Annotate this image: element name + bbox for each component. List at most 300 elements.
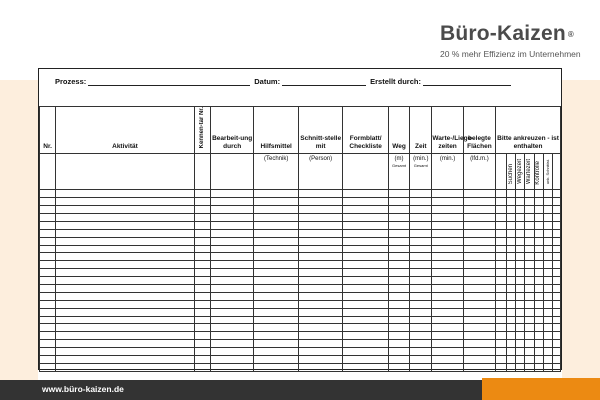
table-cell[interactable] [496, 332, 507, 340]
table-cell[interactable] [525, 237, 534, 245]
table-cell[interactable] [388, 269, 409, 277]
table-cell[interactable] [507, 190, 516, 198]
table-cell[interactable] [210, 229, 253, 237]
table-cell[interactable] [463, 332, 495, 340]
table-cell[interactable] [254, 292, 299, 300]
table-cell[interactable] [463, 237, 495, 245]
table-cell[interactable] [552, 300, 560, 308]
table-cell[interactable] [410, 356, 432, 364]
table-cell[interactable] [343, 277, 389, 285]
table-cell[interactable] [552, 348, 560, 356]
table-cell[interactable] [410, 190, 432, 198]
table-cell[interactable] [507, 300, 516, 308]
table-cell[interactable] [516, 292, 525, 300]
table-cell[interactable] [516, 356, 525, 364]
table-cell[interactable] [343, 292, 389, 300]
table-cell[interactable] [516, 245, 525, 253]
table-cell[interactable] [388, 356, 409, 364]
table-cell[interactable] [388, 198, 409, 206]
table-cell[interactable] [343, 308, 389, 316]
table-cell[interactable] [298, 245, 343, 253]
table-cell[interactable] [210, 300, 253, 308]
table-cell[interactable] [507, 253, 516, 261]
table-cell[interactable] [507, 324, 516, 332]
table-cell[interactable] [534, 198, 543, 206]
table-cell[interactable] [388, 261, 409, 269]
table-cell[interactable] [298, 316, 343, 324]
table-cell[interactable] [534, 316, 543, 324]
table-cell[interactable] [534, 277, 543, 285]
table-cell[interactable] [525, 324, 534, 332]
table-cell[interactable] [516, 269, 525, 277]
table-cell[interactable] [543, 261, 552, 269]
table-cell[interactable] [534, 292, 543, 300]
table-cell[interactable] [56, 277, 195, 285]
table-cell[interactable] [534, 221, 543, 229]
table-cell[interactable] [210, 292, 253, 300]
table-cell[interactable] [507, 245, 516, 253]
table-cell[interactable] [388, 348, 409, 356]
table-cell[interactable] [410, 221, 432, 229]
table-cell[interactable] [463, 245, 495, 253]
table-cell[interactable] [410, 269, 432, 277]
table-cell[interactable] [343, 316, 389, 324]
table-cell[interactable] [194, 229, 210, 237]
table-cell[interactable] [534, 285, 543, 293]
table-cell[interactable] [210, 261, 253, 269]
table-cell[interactable] [432, 214, 463, 222]
table-cell[interactable] [210, 324, 253, 332]
table-cell[interactable] [525, 340, 534, 348]
table-cell[interactable] [516, 285, 525, 293]
table-cell[interactable] [194, 253, 210, 261]
table-cell[interactable] [525, 214, 534, 222]
table-cell[interactable] [194, 332, 210, 340]
table-cell[interactable] [516, 308, 525, 316]
table-cell[interactable] [56, 308, 195, 316]
table-cell[interactable] [210, 206, 253, 214]
date-field[interactable] [282, 76, 366, 86]
table-cell[interactable] [525, 332, 534, 340]
table-cell[interactable] [543, 316, 552, 324]
table-cell[interactable] [496, 363, 507, 371]
table-cell[interactable] [40, 253, 56, 261]
table-cell[interactable] [525, 221, 534, 229]
table-cell[interactable] [507, 261, 516, 269]
table-cell[interactable] [254, 324, 299, 332]
table-cell[interactable] [343, 356, 389, 364]
table-cell[interactable] [56, 332, 195, 340]
table-cell[interactable] [525, 190, 534, 198]
created-by-field[interactable] [423, 76, 511, 86]
table-cell[interactable] [56, 261, 195, 269]
table-cell[interactable] [194, 190, 210, 198]
table-cell[interactable] [463, 300, 495, 308]
table-cell[interactable] [56, 316, 195, 324]
table-cell[interactable] [343, 221, 389, 229]
table-cell[interactable] [298, 308, 343, 316]
table-cell[interactable] [298, 253, 343, 261]
table-cell[interactable] [56, 237, 195, 245]
table-cell[interactable] [496, 292, 507, 300]
table-cell[interactable] [210, 190, 253, 198]
table-cell[interactable] [552, 245, 560, 253]
table-cell[interactable] [388, 300, 409, 308]
table-cell[interactable] [543, 292, 552, 300]
table-cell[interactable] [56, 324, 195, 332]
table-cell[interactable] [543, 214, 552, 222]
table-cell[interactable] [56, 285, 195, 293]
table-cell[interactable] [552, 363, 560, 371]
table-cell[interactable] [463, 348, 495, 356]
table-cell[interactable] [56, 198, 195, 206]
table-cell[interactable] [432, 363, 463, 371]
table-cell[interactable] [40, 269, 56, 277]
table-cell[interactable] [534, 363, 543, 371]
table-cell[interactable] [432, 198, 463, 206]
table-cell[interactable] [525, 206, 534, 214]
table-cell[interactable] [463, 316, 495, 324]
table-cell[interactable] [516, 261, 525, 269]
table-cell[interactable] [298, 229, 343, 237]
table-cell[interactable] [507, 206, 516, 214]
table-cell[interactable] [388, 332, 409, 340]
table-cell[interactable] [388, 237, 409, 245]
table-cell[interactable] [507, 348, 516, 356]
table-cell[interactable] [343, 348, 389, 356]
table-cell[interactable] [298, 300, 343, 308]
table-cell[interactable] [210, 285, 253, 293]
table-cell[interactable] [298, 237, 343, 245]
table-cell[interactable] [552, 214, 560, 222]
table-cell[interactable] [298, 285, 343, 293]
table-cell[interactable] [254, 190, 299, 198]
table-cell[interactable] [410, 285, 432, 293]
table-cell[interactable] [543, 245, 552, 253]
table-cell[interactable] [298, 214, 343, 222]
table-cell[interactable] [298, 206, 343, 214]
table-cell[interactable] [516, 340, 525, 348]
table-cell[interactable] [507, 221, 516, 229]
table-cell[interactable] [463, 214, 495, 222]
table-cell[interactable] [543, 198, 552, 206]
table-cell[interactable] [254, 214, 299, 222]
table-cell[interactable] [410, 292, 432, 300]
table-cell[interactable] [56, 363, 195, 371]
table-cell[interactable] [56, 340, 195, 348]
table-cell[interactable] [210, 340, 253, 348]
table-cell[interactable] [525, 356, 534, 364]
table-cell[interactable] [56, 229, 195, 237]
table-cell[interactable] [516, 237, 525, 245]
table-cell[interactable] [552, 261, 560, 269]
table-cell[interactable] [40, 308, 56, 316]
table-cell[interactable] [507, 277, 516, 285]
table-cell[interactable] [525, 277, 534, 285]
table-cell[interactable] [410, 261, 432, 269]
table-cell[interactable] [543, 285, 552, 293]
table-cell[interactable] [254, 253, 299, 261]
table-cell[interactable] [463, 308, 495, 316]
table-cell[interactable] [496, 356, 507, 364]
table-cell[interactable] [543, 356, 552, 364]
table-cell[interactable] [343, 332, 389, 340]
table-cell[interactable] [40, 332, 56, 340]
table-cell[interactable] [525, 292, 534, 300]
table-cell[interactable] [525, 261, 534, 269]
table-cell[interactable] [298, 277, 343, 285]
table-cell[interactable] [194, 285, 210, 293]
table-cell[interactable] [410, 316, 432, 324]
table-cell[interactable] [254, 300, 299, 308]
table-cell[interactable] [432, 261, 463, 269]
table-cell[interactable] [56, 190, 195, 198]
table-cell[interactable] [516, 206, 525, 214]
table-cell[interactable] [552, 190, 560, 198]
table-cell[interactable] [552, 237, 560, 245]
table-cell[interactable] [194, 269, 210, 277]
table-cell[interactable] [552, 198, 560, 206]
table-cell[interactable] [298, 190, 343, 198]
table-cell[interactable] [388, 277, 409, 285]
table-cell[interactable] [388, 285, 409, 293]
table-cell[interactable] [254, 277, 299, 285]
table-cell[interactable] [507, 340, 516, 348]
table-cell[interactable] [432, 348, 463, 356]
table-cell[interactable] [254, 332, 299, 340]
table-cell[interactable] [40, 340, 56, 348]
table-cell[interactable] [343, 206, 389, 214]
table-cell[interactable] [40, 198, 56, 206]
table-cell[interactable] [298, 221, 343, 229]
table-cell[interactable] [552, 229, 560, 237]
table-cell[interactable] [516, 198, 525, 206]
table-cell[interactable] [56, 206, 195, 214]
table-cell[interactable] [525, 300, 534, 308]
table-cell[interactable] [534, 229, 543, 237]
table-cell[interactable] [298, 324, 343, 332]
table-cell[interactable] [507, 363, 516, 371]
table-cell[interactable] [343, 340, 389, 348]
table-cell[interactable] [254, 237, 299, 245]
table-cell[interactable] [516, 229, 525, 237]
table-cell[interactable] [525, 269, 534, 277]
table-cell[interactable] [210, 245, 253, 253]
table-cell[interactable] [343, 190, 389, 198]
table-cell[interactable] [432, 356, 463, 364]
table-cell[interactable] [40, 356, 56, 364]
table-cell[interactable] [534, 261, 543, 269]
table-cell[interactable] [388, 292, 409, 300]
table-cell[interactable] [40, 324, 56, 332]
table-cell[interactable] [463, 356, 495, 364]
footer-url[interactable]: www.büro-kaizen.de [42, 384, 124, 394]
table-cell[interactable] [194, 221, 210, 229]
table-cell[interactable] [40, 285, 56, 293]
table-cell[interactable] [410, 198, 432, 206]
table-cell[interactable] [552, 356, 560, 364]
table-cell[interactable] [410, 300, 432, 308]
table-cell[interactable] [410, 253, 432, 261]
table-cell[interactable] [388, 245, 409, 253]
table-cell[interactable] [432, 206, 463, 214]
table-cell[interactable] [56, 253, 195, 261]
table-cell[interactable] [516, 214, 525, 222]
table-cell[interactable] [254, 348, 299, 356]
table-cell[interactable] [534, 237, 543, 245]
table-cell[interactable] [543, 324, 552, 332]
table-cell[interactable] [298, 348, 343, 356]
table-cell[interactable] [496, 237, 507, 245]
table-cell[interactable] [507, 229, 516, 237]
table-cell[interactable] [388, 308, 409, 316]
table-cell[interactable] [432, 316, 463, 324]
table-cell[interactable] [543, 269, 552, 277]
table-cell[interactable] [388, 229, 409, 237]
table-cell[interactable] [194, 363, 210, 371]
table-cell[interactable] [210, 332, 253, 340]
table-cell[interactable] [410, 229, 432, 237]
table-cell[interactable] [388, 253, 409, 261]
table-cell[interactable] [388, 190, 409, 198]
table-cell[interactable] [507, 356, 516, 364]
table-cell[interactable] [543, 332, 552, 340]
table-cell[interactable] [254, 245, 299, 253]
table-cell[interactable] [254, 229, 299, 237]
table-cell[interactable] [507, 316, 516, 324]
table-cell[interactable] [516, 253, 525, 261]
table-cell[interactable] [534, 206, 543, 214]
table-cell[interactable] [432, 229, 463, 237]
table-cell[interactable] [543, 308, 552, 316]
table-cell[interactable] [463, 285, 495, 293]
table-cell[interactable] [432, 340, 463, 348]
table-cell[interactable] [534, 253, 543, 261]
table-cell[interactable] [298, 332, 343, 340]
table-cell[interactable] [40, 190, 56, 198]
table-cell[interactable] [543, 221, 552, 229]
table-cell[interactable] [552, 253, 560, 261]
table-cell[interactable] [56, 292, 195, 300]
table-cell[interactable] [298, 340, 343, 348]
table-cell[interactable] [543, 253, 552, 261]
table-cell[interactable] [194, 245, 210, 253]
table-cell[interactable] [496, 190, 507, 198]
table-cell[interactable] [410, 332, 432, 340]
table-cell[interactable] [388, 214, 409, 222]
table-cell[interactable] [40, 245, 56, 253]
table-cell[interactable] [194, 300, 210, 308]
table-cell[interactable] [507, 198, 516, 206]
table-cell[interactable] [507, 237, 516, 245]
table-cell[interactable] [343, 324, 389, 332]
table-cell[interactable] [210, 198, 253, 206]
table-cell[interactable] [463, 340, 495, 348]
table-cell[interactable] [410, 245, 432, 253]
table-cell[interactable] [56, 245, 195, 253]
table-cell[interactable] [496, 245, 507, 253]
table-cell[interactable] [432, 245, 463, 253]
table-cell[interactable] [194, 356, 210, 364]
table-cell[interactable] [56, 300, 195, 308]
table-cell[interactable] [543, 348, 552, 356]
table-cell[interactable] [543, 229, 552, 237]
table-cell[interactable] [496, 261, 507, 269]
table-cell[interactable] [534, 190, 543, 198]
table-cell[interactable] [210, 214, 253, 222]
table-cell[interactable] [496, 324, 507, 332]
table-cell[interactable] [496, 221, 507, 229]
table-cell[interactable] [534, 324, 543, 332]
table-cell[interactable] [254, 198, 299, 206]
table-cell[interactable] [254, 363, 299, 371]
table-cell[interactable] [388, 324, 409, 332]
table-cell[interactable] [552, 308, 560, 316]
table-cell[interactable] [496, 277, 507, 285]
table-cell[interactable] [516, 348, 525, 356]
table-cell[interactable] [534, 348, 543, 356]
table-cell[interactable] [552, 340, 560, 348]
table-cell[interactable] [516, 190, 525, 198]
table-cell[interactable] [56, 269, 195, 277]
table-cell[interactable] [194, 292, 210, 300]
table-cell[interactable] [410, 214, 432, 222]
table-cell[interactable] [496, 269, 507, 277]
table-cell[interactable] [496, 285, 507, 293]
table-cell[interactable] [298, 363, 343, 371]
table-cell[interactable] [210, 269, 253, 277]
table-cell[interactable] [534, 269, 543, 277]
table-cell[interactable] [40, 214, 56, 222]
table-cell[interactable] [194, 206, 210, 214]
table-cell[interactable] [543, 300, 552, 308]
table-cell[interactable] [432, 308, 463, 316]
table-cell[interactable] [388, 363, 409, 371]
table-cell[interactable] [525, 316, 534, 324]
table-cell[interactable] [298, 356, 343, 364]
table-cell[interactable] [194, 277, 210, 285]
table-cell[interactable] [507, 332, 516, 340]
table-cell[interactable] [343, 245, 389, 253]
table-cell[interactable] [410, 206, 432, 214]
table-cell[interactable] [525, 198, 534, 206]
table-cell[interactable] [210, 308, 253, 316]
table-cell[interactable] [525, 245, 534, 253]
table-cell[interactable] [210, 253, 253, 261]
table-cell[interactable] [343, 363, 389, 371]
table-cell[interactable] [388, 316, 409, 324]
table-cell[interactable] [463, 277, 495, 285]
table-cell[interactable] [507, 269, 516, 277]
process-field[interactable] [88, 76, 250, 86]
table-cell[interactable] [525, 363, 534, 371]
table-cell[interactable] [463, 324, 495, 332]
table-cell[interactable] [194, 308, 210, 316]
table-cell[interactable] [194, 214, 210, 222]
table-cell[interactable] [298, 261, 343, 269]
table-cell[interactable] [194, 316, 210, 324]
table-cell[interactable] [40, 300, 56, 308]
table-cell[interactable] [496, 308, 507, 316]
table-cell[interactable] [463, 292, 495, 300]
table-cell[interactable] [543, 206, 552, 214]
table-cell[interactable] [543, 190, 552, 198]
table-cell[interactable] [40, 206, 56, 214]
table-cell[interactable] [525, 253, 534, 261]
table-cell[interactable] [543, 363, 552, 371]
table-cell[interactable] [343, 198, 389, 206]
table-cell[interactable] [534, 300, 543, 308]
